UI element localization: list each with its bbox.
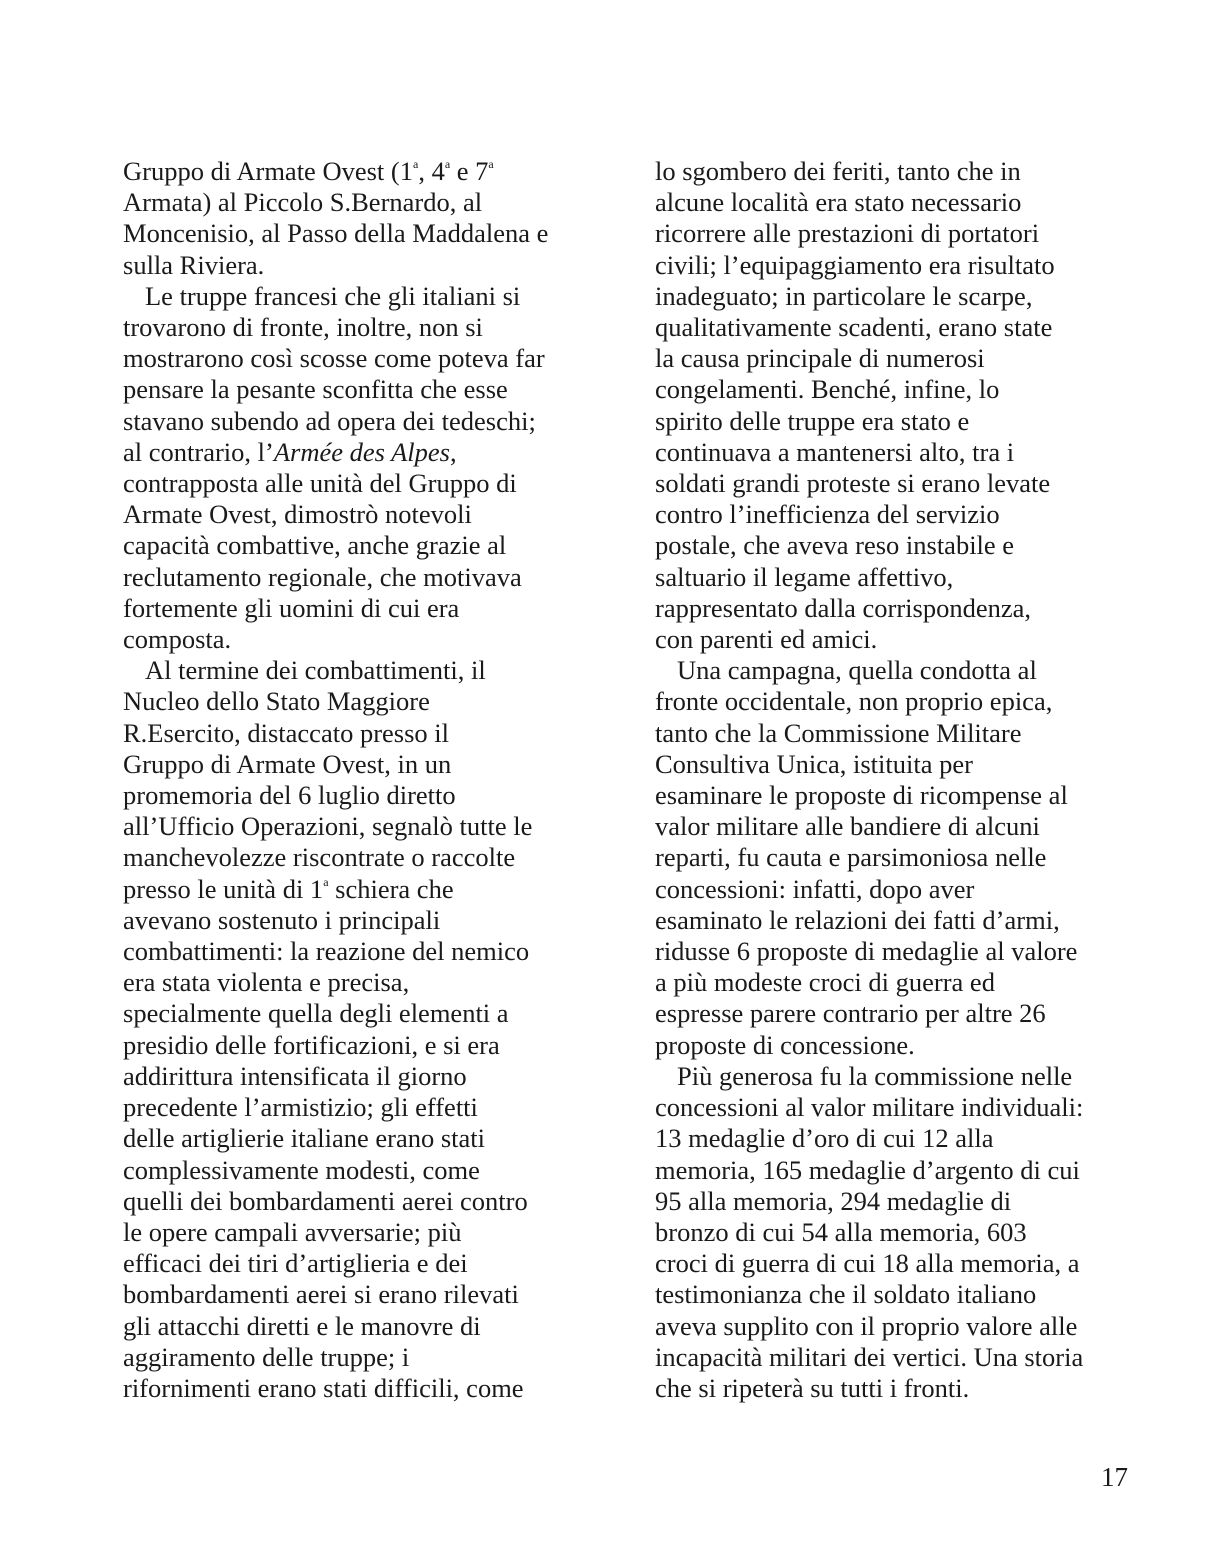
paragraph bbox=[655, 655, 1135, 1061]
text-line: croci di guerra di cui 18 alla memoria, a bbox=[655, 1248, 1080, 1279]
text-line: era stata violenta e precisa, bbox=[123, 967, 410, 998]
text-line: addirittura intensificata il giorno bbox=[123, 1060, 467, 1091]
text-line: testimonianza che il soldato italiano bbox=[655, 1279, 1037, 1310]
text-line: quelli dei bombardamenti aerei contro bbox=[123, 1185, 528, 1216]
text-line: esaminato le relazioni dei fatti d’armi, bbox=[655, 904, 1060, 935]
text-line: stavano subendo ad opera dei tedeschi; bbox=[123, 405, 536, 436]
text-line: bombardamenti aerei si erano rilevati bbox=[123, 1279, 519, 1310]
text-line: con parenti ed amici. bbox=[655, 624, 878, 655]
text-line: pensare la pesante sconfitta che esse bbox=[123, 374, 508, 405]
paragraph bbox=[123, 156, 603, 281]
text-line: proposte di concessione. bbox=[655, 1029, 915, 1060]
text-line: all’Ufficio Operazioni, segnalò tutte le bbox=[123, 811, 533, 842]
text-line: 13 medaglie d’oro di cui 12 alla bbox=[655, 1123, 994, 1154]
text-line: sulla Riviera. bbox=[123, 249, 265, 280]
text-line: ricorrere alle prestazioni di portatori bbox=[655, 218, 1040, 249]
text-line: mostrarono così scosse come poteva far bbox=[123, 343, 545, 374]
text-line: fortemente gli uomini di cui era bbox=[123, 592, 460, 623]
text-line: Più generosa fu la commissione nelle bbox=[677, 1060, 1073, 1091]
superscript: a bbox=[412, 157, 419, 171]
text-line: avevano sostenuto i principali bbox=[123, 904, 441, 935]
text-line: la causa principale di numerosi bbox=[655, 343, 985, 374]
text-line: incapacità militari dei vertici. Una storia bbox=[655, 1341, 1084, 1372]
text-line: alcune località era stato necessario bbox=[655, 187, 1022, 218]
text-line: esaminare le proposte di ricompense al bbox=[655, 780, 1068, 811]
text-line: rappresentato dalla corrispondenza, bbox=[655, 592, 1031, 623]
text-line: R.Esercito, distaccato presso il bbox=[123, 717, 450, 748]
text-line: valor militare alle bandiere di alcuni bbox=[655, 811, 1040, 842]
text-line: presidio delle fortificazioni, e si era bbox=[123, 1029, 500, 1060]
text-line: memoria, 165 medaglie d’argento di cui bbox=[655, 1154, 1080, 1185]
text-line: capacità combattive, anche grazie al bbox=[123, 530, 507, 561]
text-line: Armata) al Piccolo S.Bernardo, al bbox=[123, 187, 483, 218]
text-line: reclutamento regionale, che motivava bbox=[123, 561, 522, 592]
superscript: a bbox=[323, 874, 329, 889]
right-column bbox=[655, 156, 1135, 1404]
text-line: postale, che aveva reso instabile e bbox=[655, 530, 1015, 561]
paragraph bbox=[655, 1061, 1135, 1404]
text-line: qualitativamente scadenti, erano state bbox=[655, 312, 1053, 343]
text-line: lo sgombero dei feriti, tanto che in bbox=[655, 156, 1021, 186]
text-line: trovarono di fronte, inoltre, non si bbox=[123, 312, 483, 343]
text-line: bronzo di cui 54 alla memoria, 603 bbox=[655, 1216, 1027, 1247]
text-line: Gruppo di Armate Ovest (1$^a$, 4$^a$ e 7$^a$ bbox=[123, 156, 494, 186]
text-line: civili; l’equipaggiamento era risultato bbox=[655, 249, 1055, 280]
text-line: specialmente quella degli elementi a bbox=[123, 998, 509, 1029]
paragraph bbox=[123, 655, 603, 1404]
text-line: contro l’inefficienza del servizio bbox=[655, 499, 1000, 530]
page-number: 17 bbox=[1101, 1462, 1128, 1492]
text-line: reparti, fu cauta e parsimoniosa nelle bbox=[655, 842, 1047, 873]
text-line: concessioni al valor militare individuali: bbox=[655, 1092, 1084, 1123]
text-line: composta. bbox=[123, 624, 232, 655]
text-line: complessivamente modesti, come bbox=[123, 1154, 480, 1185]
text-line: aggiramento delle truppe; i bbox=[123, 1341, 410, 1372]
text-line: al contrario, l’Armée des Alpes, bbox=[123, 436, 457, 467]
text-line: saltuario il legame affettivo, bbox=[655, 561, 954, 592]
text-line: Consultiva Unica, istituita per bbox=[655, 748, 973, 779]
text-line: tanto che la Commissione Militare bbox=[655, 717, 1022, 748]
text-line: Le truppe francesi che gli italiani si bbox=[145, 280, 521, 311]
text-line: gli attacchi diretti e le manovre di bbox=[123, 1310, 481, 1341]
text-line: che si ripeterà su tutti i fronti. bbox=[655, 1372, 970, 1403]
superscript: a bbox=[488, 157, 494, 171]
text-line: aveva supplito con il proprio valore alle bbox=[655, 1310, 1078, 1341]
left-column bbox=[123, 156, 603, 1404]
text-line: delle artiglierie italiane erano stati bbox=[123, 1123, 485, 1154]
text-line: 95 alla memoria, 294 medaglie di bbox=[655, 1185, 1012, 1216]
paragraph bbox=[123, 281, 603, 655]
text-line: efficaci dei tiri d’artiglieria e dei bbox=[123, 1248, 468, 1279]
text-line: contrapposta alle unità del Gruppo di bbox=[123, 468, 517, 499]
text-line: congelamenti. Benché, infine, lo bbox=[655, 374, 1000, 405]
text-line: inadeguato; in particolare le scarpe, bbox=[655, 280, 1033, 311]
superscript: a bbox=[444, 157, 451, 171]
text-line: manchevolezze riscontrate o raccolte bbox=[123, 842, 516, 873]
italic-title: Armée des Alpes bbox=[273, 436, 450, 467]
text-line: promemoria del 6 luglio diretto bbox=[123, 780, 456, 811]
text-line: Nucleo dello Stato Maggiore bbox=[123, 686, 430, 717]
text-line: Al termine dei combattimenti, il bbox=[145, 655, 486, 686]
text-line: Moncenisio, al Passo della Maddalena e bbox=[123, 218, 549, 249]
text-line: concessioni: infatti, dopo aver bbox=[655, 873, 975, 904]
text-line: continuava a mantenersi alto, tra i bbox=[655, 436, 1015, 467]
text-line: spirito delle truppe era stato e bbox=[655, 405, 970, 436]
text-line: Una campagna, quella condotta al bbox=[677, 655, 1037, 686]
text-line: le opere campali avversarie; più bbox=[123, 1216, 462, 1247]
text-line: rifornimenti erano stati difficili, come bbox=[123, 1372, 524, 1403]
text-line: presso le unità di 1$^a$ schiera che bbox=[123, 873, 454, 904]
text-line: a più modeste croci di guerra ed bbox=[655, 967, 995, 998]
text-line: combattimenti: la reazione del nemico bbox=[123, 936, 530, 967]
paragraph bbox=[655, 156, 1135, 655]
text-line: soldati grandi proteste si erano levate bbox=[655, 468, 1051, 499]
text-line: fronte occidentale, non proprio epica, bbox=[655, 686, 1053, 717]
text-line: espresse parere contrario per altre 26 bbox=[655, 998, 1046, 1029]
text-line: ridusse 6 proposte di medaglie al valore bbox=[655, 936, 1078, 967]
text-line: precedente l’armistizio; gli effetti bbox=[123, 1092, 478, 1123]
text-line: Gruppo di Armate Ovest, in un bbox=[123, 748, 452, 779]
text-line: Armate Ovest, dimostrò notevoli bbox=[123, 499, 472, 530]
